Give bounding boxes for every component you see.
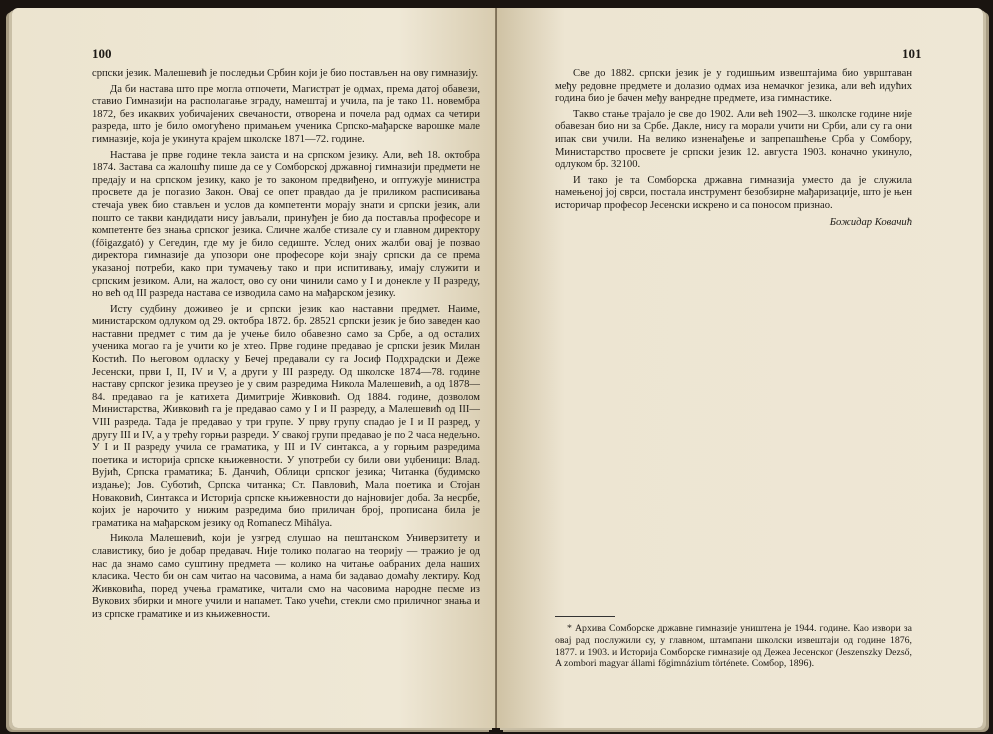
footnote-text: * Архива Сомборске државне гимназије уништена је 1944. године. Као извори за овај рад послужили су, у главном, штампани школски извештаји од године 1876, 1877. и 1903. и Историја Сомборске гимназије од Дежеа Јесенског (Jeszenszky Dezső, A zombori magyar állami főgimnázium története. Сомбор, 1896). — [555, 623, 912, 670]
right-page — [497, 8, 983, 728]
right-page-text — [555, 68, 912, 229]
footnote — [555, 623, 912, 670]
paragraph: Такво стање трајало је све до 1902. Али већ 1902—3. школске године није обавезан био ни за Србе. Дакле, нису га морали учити ни Срби, али су га они ипак сви учили. На велико изненађење и запрепашћење Срба у Сомбору, Министарство просвете је српски језик 12. августа 1903. коначно укинуло, одлуком бр. 32100. — [555, 108, 912, 171]
left-page-text — [92, 68, 480, 625]
paragraph: Никола Малешевић, који је узгред слушао на пештанском Универзитету и славистику, био је добар предавач. Није толико полагао на теорију — тражио је од нас да знамо само суштину предмета — колико на читање оабраних дела наших класика. Често би он сам читао на часовима, а нама би задавао домаћу лектиру. Код Живковића, поред учења граматике, читали смо на часовима народне песме из Вукових збирки и многе учили и напамет. Тако учећи, стекли смо приличног знања и из српске граматике и из књижевности. — [92, 533, 480, 620]
page-number-left: 100 — [92, 46, 112, 61]
left-page — [12, 8, 495, 728]
paragraph: Настава је прве године текла заиста и на српском језику. Али, већ 18. октобра 1874. Застава са жалошћу пише да се у Сомборској државној гимназији предмети не предају и на српском језику, како је то законом предвиђено, и оптужује министра просвете да је погазио Закон. Овај се опет правдао да је приликом расписивања стечаја увек био стављен и услов да компетенти морају знати и српски језик, али пошто се такви кандидати нису јављали, принуђен је био да поставља професоре и компетенте без знања српског језика. Сличне жалбе стизале су и главном директору (főigazgató) у Сегедин, где му је било седиште. Услед оних жалби овај је позвао директора гимназије да упозори оне професоре који знају српски да се према указаној потреби, како при тумачењу тако и при испитивању, имају служити и српским језиком. Али, на жалост, ово су они чинили само у I и донекле у II разреду, но већ од III разреда настава се изводила само на мађарском језику. — [92, 149, 480, 300]
footnote-divider — [555, 616, 615, 617]
paragraph: Исту судбину доживео је и српски језик као наставни предмет. Наиме, министарском одлуком од 29. октобра 1872. бр. 28521 српски језик је био заведен као наставни предмет с тим да је учење било обавезно само за Србе, а од осталих ученика могао га је учити ко је хтео. Прве године предавао је српски језик Милан Костић. По његовом одласку у Бечеј предавали су га Јосиф Подхрадски и Деже Јесенски, први I, II, IV и V, а други у III разреду. Од школске 1874—78. године наставу српског језика преузео је у свим разредима Никола Малешевић, а од 1878—84. предавао га је катихета Димитрије Живковић. Од 1884. године, дозволом Министарства, Живковић га је предавао само у I и II разреду, а Малешевић од III—VIII разреда. Тада је предавао у три групе. У прву групу спадао је I и II разред, у другу III и IV, а у трећу горњи разреди. У свакој групи предавао је по 2 часа недељно. У I и II разреду учила се граматика, у III и IV синтакса, а у горњим разредима поетика и историја српске књижевности. У употреби су били ови уџбеници: Влад. Вујић, Српска граматика; Б. Данчић, Облици српског језика; Читанка (будимско издање); Јов. Суботић, Српска читанка; Ст. Павловић, Мала поетика и Стојан Новаковић, Синтакса и Историја српске књижевности до најновијег доба. За несрбе, којих је нарочито у нижим разредима био приличан број, прописана била је граматика на мађарском језику од Romanecz Mihálya. — [92, 303, 480, 529]
paragraph: Све до 1882. српски језик је у годишњим извештајима био уврштаван међу редовне предмете и долазио одмах иза немачког језика, али већ идућих година био је бачен међу ванредне предмете, иза гимнастике. — [555, 68, 912, 105]
page-number-right: 101 — [902, 46, 922, 61]
author-signature: Божидар Ковачић — [829, 216, 912, 228]
paragraph: српски језик. Малешевић је последњи Србин који је био постављен на ову гимназију. — [92, 68, 479, 79]
paragraph: Да би настава што пре могла отпочети, Магистрат је одмах, према датој обавези, ставио Гимназији на располагање зграду, намештај и учила, па је тако 11. новембра 1872, без икаквих уобичајених свечаности, отворена и почела рад одмах са четири разреда, што је било омогућено примањем ученика Српско-мађарске варошке мале гимназије, која је укинута крајем школске 1871—72. године. — [92, 83, 480, 145]
paragraph: И тако је та Сомборска државна гимназија уместо да је служила намењеној јој сврси, постала инструмент безобзирне мађаризације, што је њен историчар професор Јесенски искрено и са поносом признао. — [555, 174, 912, 211]
